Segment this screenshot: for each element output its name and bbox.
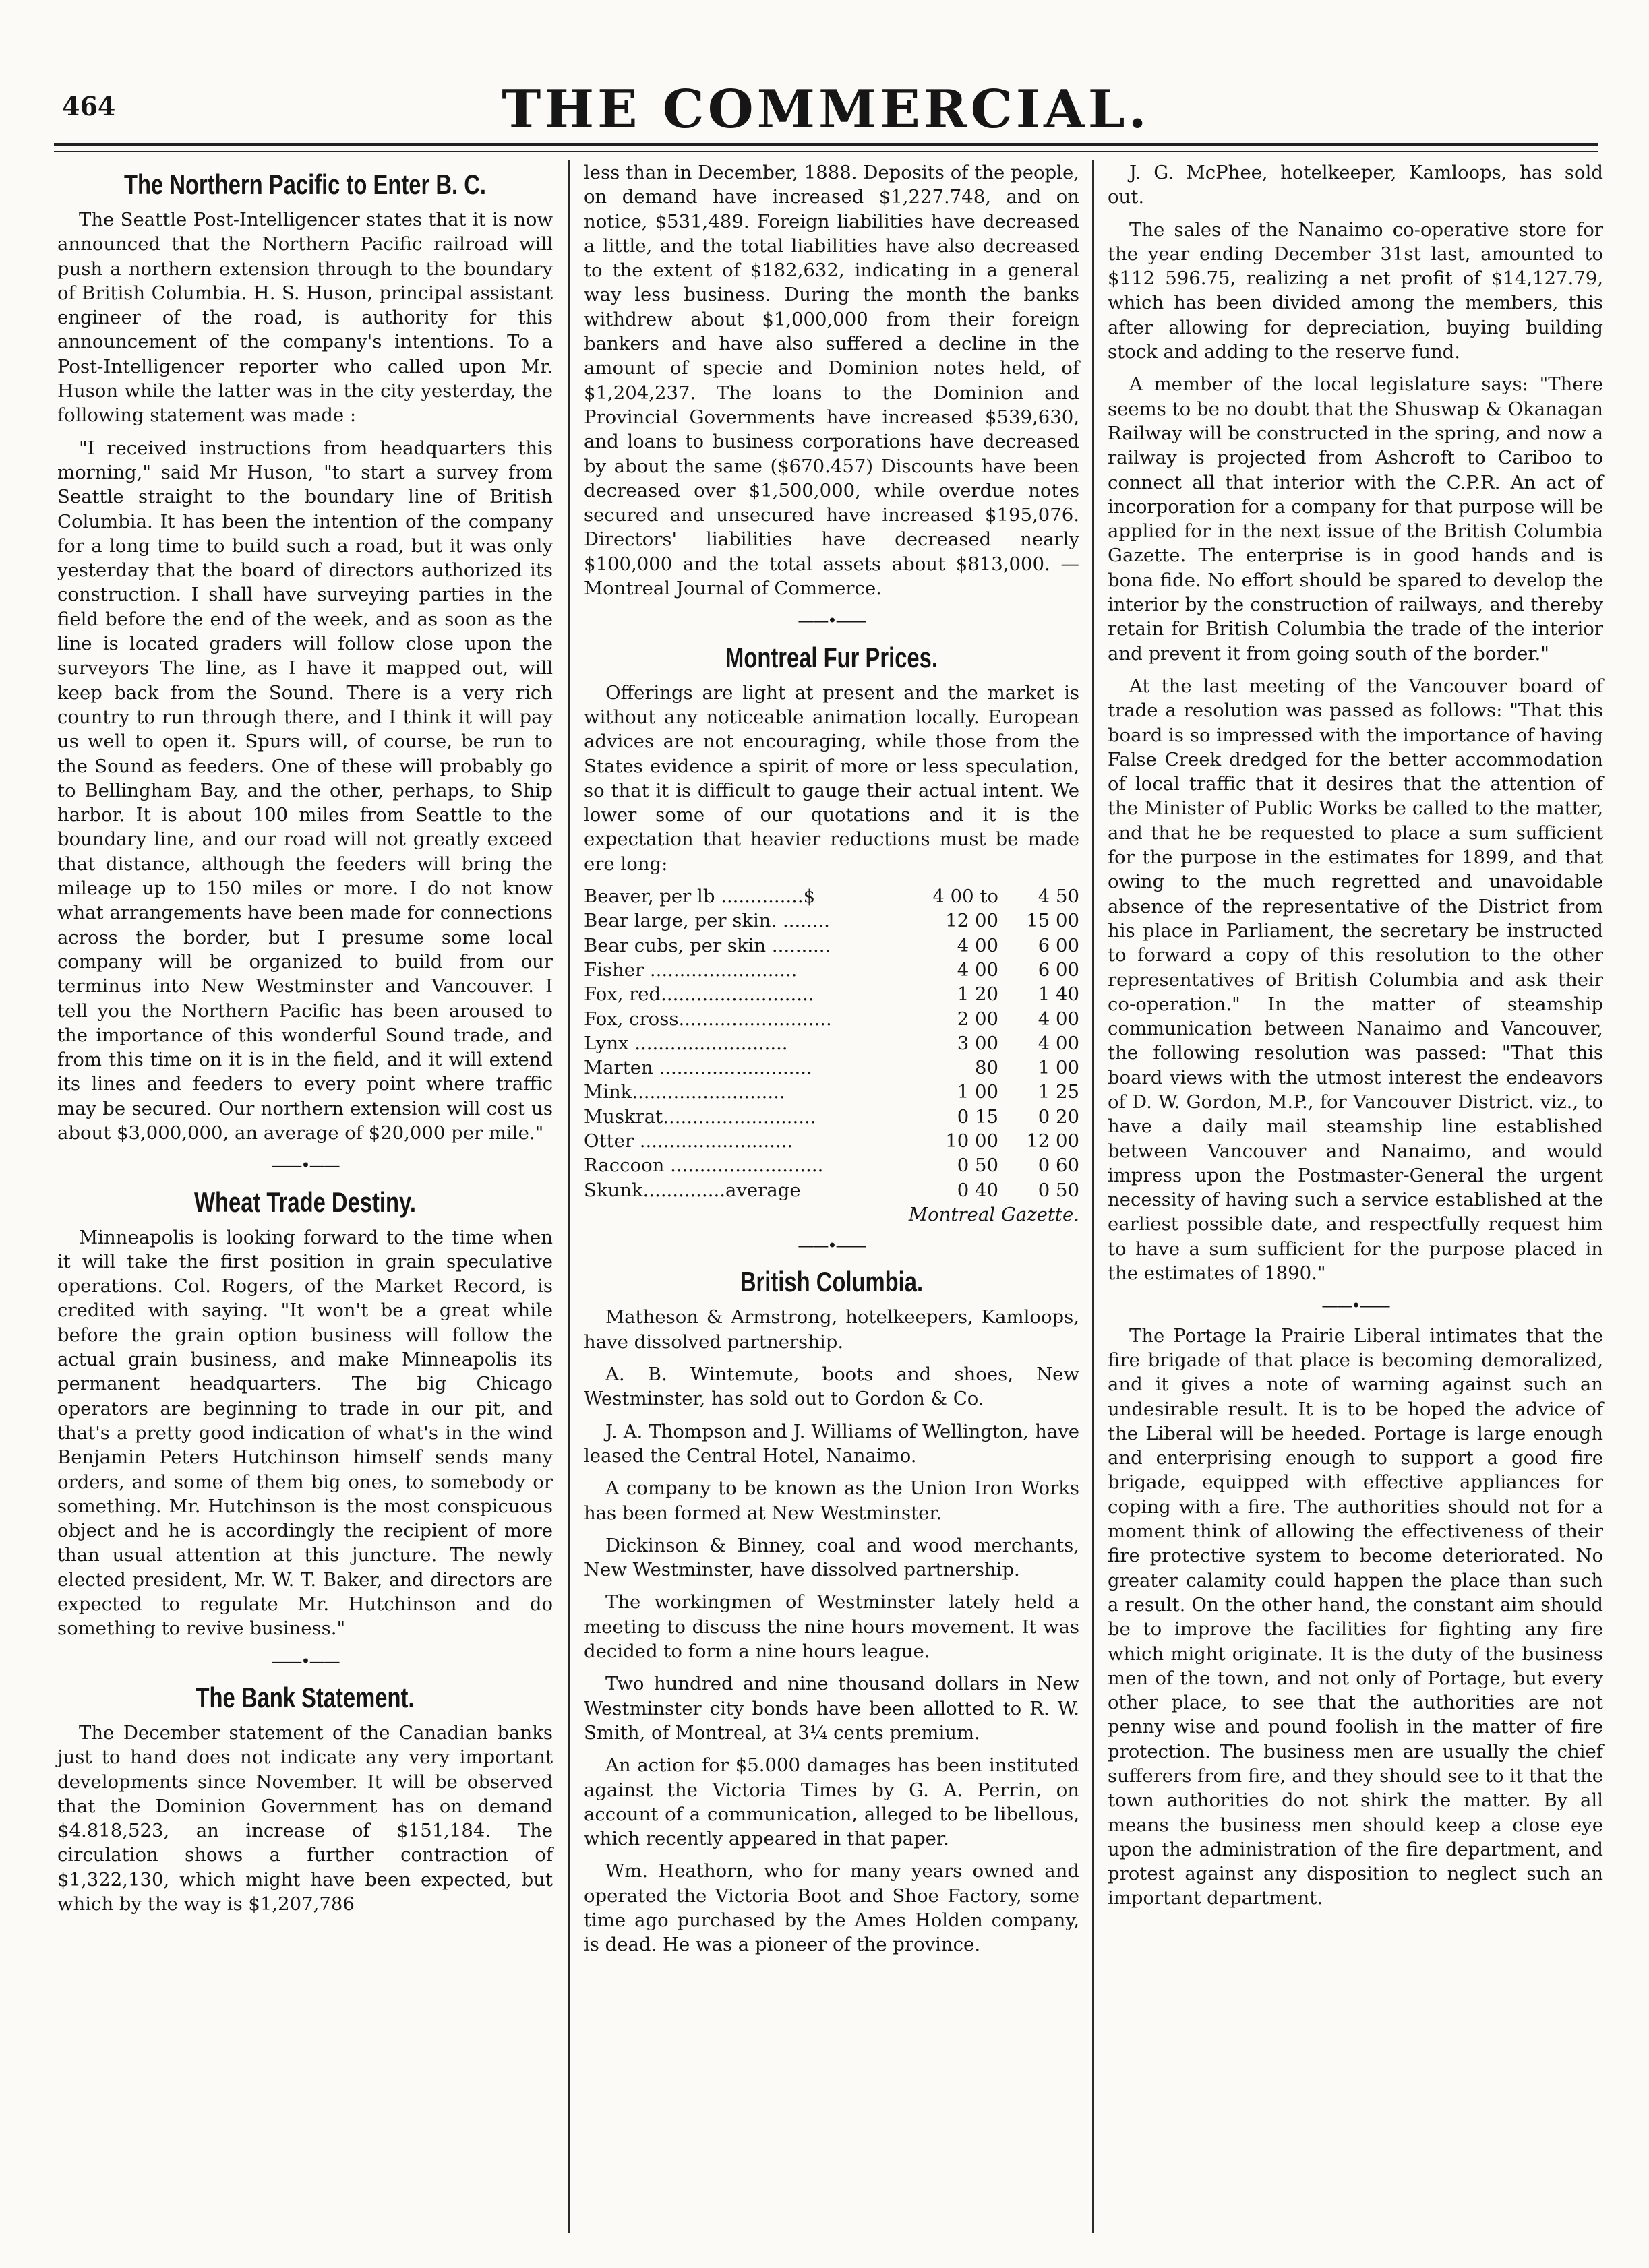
- price-name: Mink..........................: [584, 1081, 785, 1103]
- article-paragraph: less than in December, 1888. Deposits of the people, on demand have increased $1,227.748, and on notice, $531,489. Foreign liabilities have decreased a little, and the total liabilities have also decreased to the extent of $182,632, indicating in a general way less business. During the month the banks withdrew about $1,000,000 from their foreign bankers and have also suffered a decline in the amount of specie and Dominion notes held, of $1,204,237. The loans to the Dominion and Provincial Governments have increased $539,630, and loans to business corporations have decreased by about the same ($670.457) Discounts have been decreased over $1,500,000, while overdue notes secured and unsecured have increased $195,076. Directors' liabilities have decreased nearly $100,000 and the total assets about $813,000. —Montreal Journal of Commerce.: [584, 162, 1079, 600]
- article-paragraph: The December statement of the Canadian banks just to hand does not indicate any very important developments since November. It will be observed that the Dominion Government has on demand $4.818,523, an increase of $151,184. The circulation shows a further contraction of $1,322,130, which might have been expected, but which by the way is $1,207,786: [57, 1721, 553, 1915]
- price-low: 4 00: [957, 934, 998, 956]
- table-row: [584, 884, 1079, 909]
- heading-northern-pacific: The Northern Pacific to Enter B. C.: [124, 168, 486, 200]
- price-high: 1 40: [1038, 983, 1079, 1006]
- separator-ornament: ——•——: [798, 611, 866, 631]
- separator-ornament: ——•——: [1321, 1296, 1389, 1316]
- article-paragraph: "I received instructions from headquarters this morning," said Mr Huson, "to start a survey from Seattle straight to the boundary line of British Columbia. It has been the intention of the company for a long time to build such a road, but it was only yesterday that the board of directors authorized its construction. I shall have surveying parties in the field before the end of the week, and as soon as the line is located graders will follow close upon the surveyors The line, as I have it mapped out, will keep back from the Sound. There is a very rich country to run through there, and I think it will pay us well to open it. Spurs will, of course, be run to the Sound as feeders. One of these will probably go to Bellingham Bay, and the other, perhaps, to Ship harbor. It is about 100 miles from Seattle to the boundary line, and our road will not greatly exceed that distance, although the feeders will bring the mileage up to 150 miles or more. I do not know what arrangements have been made for connections across the border, but I presume some local company will be organized to build from our terminus into New Westminster and Vancouver. I tell you the Northern Pacific has been aroused to the importance of this wonderful Sound trade, and from this time on it is in the field, and it will extend its lines and feeders to every point where traffic may be secured. Our northern extension will cost us about $3,000,000, an average of $20,000 per mile.": [57, 437, 553, 1144]
- article-paragraph: Offerings are light at present and the market is without any noticeable animation locally. European advices are not encouraging, while those from the States evidence a spirit of more or less speculation, so that it is difficult to gauge their actual intent. We lower some of our quotations and it is the expectation that heavier reductions must be made ere long:: [584, 681, 1079, 875]
- price-name: Marten ..........................: [584, 1057, 812, 1079]
- price-name: Fox, red..........................: [584, 983, 814, 1006]
- price-name: Skunk..............average: [584, 1179, 801, 1201]
- price-high: 6 00: [1038, 934, 1079, 956]
- price-high: 0 50: [1038, 1179, 1079, 1201]
- page-header: [54, 64, 1598, 145]
- column-1: [57, 160, 553, 1924]
- news-item: The sales of the Nanaimo co-operative store for the year ending December 31st last, amounted to $112 596.75, realizing a net profit of $14,127.79, which has been divided among the members, this after allowing for depreciation, buying building stock and adding to the reserve fund.: [1108, 218, 1603, 363]
- table-row: [584, 1105, 1079, 1129]
- price-high: 15 00: [1026, 910, 1079, 932]
- news-item: A member of the local legislature says: "There seems to be no doubt that the Shuswap & Okanagan Railway will be constructed in the spring, and now a railway is projected from Ashcroft to Cariboo to connect all that interior with the C.P.R. An act of incorporation for a company for that purpose will be applied for in the next issue of the British Columbia Gazette. The enterprise is in good hands and is bona fide. No effort should be spared to develop the interior by the construction of railways, and thereby retain for British Columbia the trade of the interior and prevent it from going south of the border.": [1108, 373, 1603, 665]
- table-row: [584, 1055, 1079, 1080]
- page-number: 464: [62, 91, 116, 121]
- column-2: [584, 160, 1079, 1965]
- heading-british-columbia: British Columbia.: [740, 1266, 924, 1298]
- news-item: Two hundred and nine thousand dollars in New Westminster city bonds have been allotted to R. W. Smith, of Montreal, at 3¼ cents premium.: [584, 1673, 1079, 1744]
- price-name: Beaver, per lb ..............$: [584, 886, 816, 908]
- table-row: [584, 958, 1079, 982]
- fur-price-table: [584, 884, 1079, 1202]
- column-divider-1: [568, 160, 570, 2233]
- separator-ornament: ——•——: [271, 1651, 339, 1671]
- source-attribution: Montreal Gazette.: [908, 1203, 1079, 1225]
- price-name: Fox, cross..........................: [584, 1008, 832, 1030]
- table-row: [584, 1178, 1079, 1202]
- article-paragraph: The Seattle Post-Intelligencer states that it is now announced that the Northern Pacific railroad will push a northern extension through to the boundary of British Columbia. H. S. Huson, principal assistant engineer of the road, is authority for this announcement of the company's intentions. To a Post-Intelligencer reporter who called upon Mr. Huson while the latter was in the city yesterday, the following statement was made :: [57, 209, 553, 427]
- price-name: Fisher .........................: [584, 958, 798, 981]
- price-low: 80: [975, 1057, 998, 1079]
- news-item: Dickinson & Binney, coal and wood merchants, New Westminster, have dissolved partnership.: [584, 1534, 1079, 1581]
- price-high: 4 50: [1038, 886, 1079, 908]
- price-name: Lynx ..........................: [584, 1032, 788, 1054]
- price-name: Bear cubs, per skin ..........: [584, 934, 831, 956]
- price-low: 3 00: [957, 1032, 998, 1054]
- separator-ornament: ——•——: [798, 1236, 866, 1256]
- table-row: [584, 1031, 1079, 1055]
- news-item: A. B. Wintemute, boots and shoes, New Westminster, has sold out to Gordon & Co.: [584, 1363, 1079, 1410]
- price-low: 1 20: [957, 983, 998, 1006]
- table-row: [584, 982, 1079, 1006]
- heading-fur-prices: Montreal Fur Prices.: [725, 641, 938, 673]
- price-high: 1 25: [1038, 1081, 1079, 1103]
- heading-wheat-trade: Wheat Trade Destiny.: [194, 1186, 416, 1218]
- price-high: 4 00: [1038, 1008, 1079, 1030]
- price-high: 1 00: [1038, 1057, 1079, 1079]
- price-low: 0 40: [957, 1179, 998, 1201]
- article-paragraph: Minneapolis is looking forward to the time when it will take the first position in grain speculative operations. Col. Rogers, of the Market Record, is credited with saying. "It won't be a great while before the grain option business will follow the actual grain business, and make Minneapolis its permanent headquarters. The big Chicago operators are beginning to trade in our pit, and that's a pretty good indication of what's in the wind Benjamin Peters Hutchinson himself sends many orders, and some of them big ones, to somebody or something. Mr. Hutchinson is the most conspicuous object and he is accordingly the recipient of more than usual attention at this juncture. The newly elected president, Mr. W. T. Baker, and directors are expected to regulate Mr. Hutchinson and do something to revive business.": [57, 1226, 553, 1640]
- header-rule: [54, 143, 1598, 152]
- price-high: 0 60: [1038, 1155, 1079, 1177]
- price-low: 12 00: [945, 910, 998, 932]
- price-high: 12 00: [1026, 1130, 1079, 1152]
- news-item: Wm. Heathorn, who for many years owned and operated the Victoria Boot and Shoe Factory, some time ago purchased by the Ames Holden company, is dead. He was a pioneer of the province.: [584, 1860, 1079, 1956]
- news-item: The workingmen of Westminster lately held a meeting to discuss the nine hours movement. It was decided to form a nine hours league.: [584, 1591, 1079, 1663]
- price-high: 4 00: [1038, 1032, 1079, 1054]
- price-low: 10 00: [945, 1130, 998, 1152]
- price-name: Otter ..........................: [584, 1130, 793, 1152]
- news-item: An action for $5.000 damages has been instituted against the Victoria Times by G. A. Perrin, on account of a communication, alleged to be libellous, which recently appeared in that paper.: [584, 1754, 1079, 1850]
- heading-bank-statement: The Bank Statement.: [196, 1681, 415, 1713]
- news-item: At the last meeting of the Vancouver board of trade a resolution was passed as follows: "That this board is so impressed with the importance of having False Creek dredged for the better accommodation of local traffic that it desires that the attention of the Minister of Public Works be called to the matter, and that he be requested to place a sum sufficient for the purpose in the estimates for 1899, and that owing to the much regretted and unavoidable absence of the representative of the District from his place in Parliament, the secretary be instructed to forward a copy of this resolution to the other representatives of British Columbia and ask their co-operation." In the matter of steamship communication between Nanaimo and Vancouver, the following resolution was passed: "That this board views with the utmost interest the endeavors of D. W. Gordon, M.P., for Vancouver District. viz., to have a daily mail steamship line established between Vancouver and Nanaimo, and would impress upon the Postmaster-General the urgent necessity of having such a service established at the earliest possible date, and respectfully request him to have a sum sufficient for the purpose placed in the estimates of 1890.": [1108, 675, 1603, 1285]
- price-low: 1 00: [957, 1081, 998, 1103]
- price-low: 2 00: [957, 1008, 998, 1030]
- news-item: A company to be known as the Union Iron Works has been formed at New Westminster.: [584, 1477, 1079, 1524]
- masthead-title: THE COMMERCIAL.: [502, 79, 1150, 140]
- news-item: J. A. Thompson and J. Williams of Wellington, have leased the Central Hotel, Nanaimo.: [584, 1420, 1079, 1467]
- price-low: 4 00: [957, 958, 998, 981]
- price-low: 0 15: [957, 1105, 998, 1128]
- table-row: [584, 909, 1079, 933]
- price-high: 0 20: [1038, 1105, 1079, 1128]
- column-divider-2: [1092, 160, 1094, 2233]
- editorial-paragraph: The Portage la Prairie Liberal intimates that the fire brigade of that place is becoming demoralized, and it gives a note of warning against such an undesirable result. It is to be hoped the advice of the Liberal will be heeded. Portage is large enough and enterprising enough to support a good fire brigade, equipped with effective appliances for coping with a fire. The authorities should not for a moment think of allowing the effectiveness of their fire protective system to become deteriorated. No greater calamity could happen the place than such a result. On the other hand, the constant aim should be to improve the facilities for fighting any fire which might originate. It is the duty of the business men of the town, and not only of Portage, but every other place, to see that the authorities are not penny wise and pound foolish in the matter of fire protection. The business men are usually the chief sufferers from fire, and they should see to it that the town authorities do not shirk the matter. By all means the business men should keep a close eye upon the administration of the fire department, and protest against any disposition to neglect such an important department.: [1108, 1324, 1603, 1909]
- separator-ornament: ——•——: [271, 1156, 339, 1175]
- table-row: [584, 1129, 1079, 1153]
- news-item: Matheson & Armstrong, hotelkeepers, Kamloops, have dissolved partnership.: [584, 1306, 1079, 1353]
- price-high: 6 00: [1038, 958, 1079, 981]
- price-low: 4 00 to: [932, 886, 998, 908]
- table-row: [584, 1153, 1079, 1177]
- column-3: [1108, 160, 1603, 1919]
- table-row: [584, 1007, 1079, 1031]
- price-name: Muskrat..........................: [584, 1105, 816, 1128]
- news-item: J. G. McPhee, hotelkeeper, Kamloops, has sold out.: [1108, 162, 1603, 208]
- price-name: Bear large, per skin. ........: [584, 910, 830, 932]
- price-low: 0 50: [957, 1155, 998, 1177]
- table-row: [584, 1080, 1079, 1104]
- table-row: [584, 933, 1079, 958]
- price-name: Raccoon ..........................: [584, 1155, 824, 1177]
